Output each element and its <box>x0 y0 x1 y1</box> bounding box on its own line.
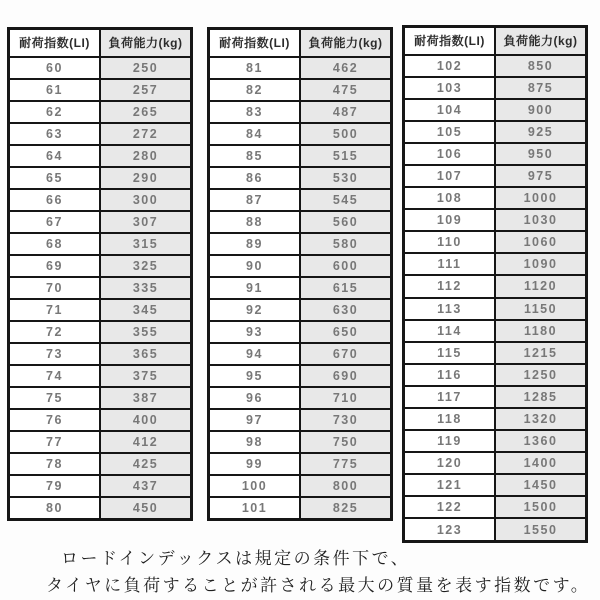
load-index-cell: 108 <box>404 187 496 209</box>
table-row <box>404 298 587 320</box>
load-index-cell: 62 <box>9 101 101 123</box>
load-index-cell: 67 <box>9 211 101 233</box>
load-capacity-cell: 1400 <box>495 452 587 474</box>
load-capacity-cell: 272 <box>100 123 192 145</box>
table-row <box>9 475 192 497</box>
load-index-header: 耐荷指数(LI) <box>209 29 301 57</box>
load-index-cell: 93 <box>209 321 301 343</box>
load-capacity-cell: 580 <box>300 233 392 255</box>
load-capacity-cell: 265 <box>100 101 192 123</box>
load-index-cell: 66 <box>9 189 101 211</box>
load-capacity-cell: 1250 <box>495 364 587 386</box>
load-capacity-cell: 615 <box>300 277 392 299</box>
load-index-cell: 65 <box>9 167 101 189</box>
table-row <box>404 496 587 518</box>
table-header-row <box>404 27 587 55</box>
load-capacity-cell: 900 <box>495 99 587 121</box>
load-index-cell: 68 <box>9 233 101 255</box>
load-capacity-cell: 1060 <box>495 231 587 253</box>
table-row <box>9 277 192 299</box>
load-capacity-header: 負荷能力(kg) <box>100 29 192 57</box>
table-row <box>404 187 587 209</box>
load-index-cell: 106 <box>404 143 496 165</box>
table-row <box>9 365 192 387</box>
load-index-cell: 79 <box>9 475 101 497</box>
table-row <box>209 255 392 277</box>
load-index-cell: 64 <box>9 145 101 167</box>
table-row <box>9 233 192 255</box>
table-row <box>9 409 192 431</box>
load-capacity-cell: 1150 <box>495 298 587 320</box>
table-row <box>209 299 392 321</box>
load-index-cell: 109 <box>404 209 496 231</box>
table-row <box>209 497 392 520</box>
load-index-cell: 98 <box>209 431 301 453</box>
load-index-description <box>46 545 590 599</box>
load-index-header: 耐荷指数(LI) <box>404 27 496 55</box>
table-row <box>9 255 192 277</box>
table-header-row <box>9 29 192 57</box>
table-row <box>209 233 392 255</box>
load-capacity-cell: 315 <box>100 233 192 255</box>
load-capacity-cell: 365 <box>100 343 192 365</box>
load-capacity-cell: 850 <box>495 55 587 77</box>
table-row <box>404 430 587 452</box>
load-index-cell: 90 <box>209 255 301 277</box>
table-row <box>404 408 587 430</box>
load-index-cell: 77 <box>9 431 101 453</box>
load-capacity-cell: 875 <box>495 77 587 99</box>
load-capacity-cell: 1360 <box>495 430 587 452</box>
table-row <box>404 165 587 187</box>
load-capacity-header: 負荷能力(kg) <box>300 29 392 57</box>
load-capacity-cell: 670 <box>300 343 392 365</box>
load-capacity-cell: 1450 <box>495 474 587 496</box>
load-index-cell: 85 <box>209 145 301 167</box>
load-index-cell: 122 <box>404 496 496 518</box>
load-index-cell: 81 <box>209 57 301 79</box>
load-capacity-cell: 375 <box>100 365 192 387</box>
table-row <box>404 452 587 474</box>
table-row <box>9 387 192 409</box>
table-row <box>404 518 587 541</box>
table-row <box>209 277 392 299</box>
load-capacity-cell: 257 <box>100 79 192 101</box>
table-row <box>9 299 192 321</box>
load-index-cell: 70 <box>9 277 101 299</box>
table-row <box>404 253 587 275</box>
load-capacity-header: 負荷能力(kg) <box>495 27 587 55</box>
table-row <box>9 497 192 520</box>
table-row <box>209 321 392 343</box>
load-capacity-cell: 775 <box>300 453 392 475</box>
table-row <box>209 167 392 189</box>
load-capacity-cell: 387 <box>100 387 192 409</box>
load-index-cell: 118 <box>404 408 496 430</box>
load-capacity-cell: 710 <box>300 387 392 409</box>
table-row <box>9 57 192 79</box>
load-index-cell: 84 <box>209 123 301 145</box>
table-row <box>209 431 392 453</box>
load-capacity-cell: 730 <box>300 409 392 431</box>
table-row <box>209 123 392 145</box>
table-row <box>209 453 392 475</box>
load-index-cell: 91 <box>209 277 301 299</box>
load-index-cell: 69 <box>9 255 101 277</box>
table-row <box>209 145 392 167</box>
load-capacity-cell: 515 <box>300 145 392 167</box>
load-index-cell: 115 <box>404 342 496 364</box>
load-capacity-cell: 630 <box>300 299 392 321</box>
table-row <box>209 475 392 497</box>
table-row <box>209 365 392 387</box>
load-capacity-cell: 1215 <box>495 342 587 364</box>
table-row <box>9 211 192 233</box>
table-row <box>404 320 587 342</box>
load-capacity-cell: 1500 <box>495 496 587 518</box>
load-index-cell: 103 <box>404 77 496 99</box>
table-row <box>9 321 192 343</box>
load-index-cell: 112 <box>404 275 496 297</box>
load-index-cell: 111 <box>404 253 496 275</box>
load-index-cell: 114 <box>404 320 496 342</box>
load-index-cell: 88 <box>209 211 301 233</box>
load-index-cell: 119 <box>404 430 496 452</box>
table-row <box>9 343 192 365</box>
load-capacity-cell: 690 <box>300 365 392 387</box>
load-index-table-102-123 <box>402 25 588 543</box>
load-index-cell: 83 <box>209 101 301 123</box>
load-index-cell: 92 <box>209 299 301 321</box>
load-capacity-cell: 412 <box>100 431 192 453</box>
table-row <box>9 123 192 145</box>
table-row <box>209 409 392 431</box>
load-capacity-cell: 425 <box>100 453 192 475</box>
load-capacity-cell: 1550 <box>495 518 587 541</box>
load-capacity-cell: 1090 <box>495 253 587 275</box>
load-index-cell: 100 <box>209 475 301 497</box>
load-index-cell: 76 <box>9 409 101 431</box>
load-index-cell: 60 <box>9 57 101 79</box>
table-row <box>9 145 192 167</box>
load-capacity-cell: 1030 <box>495 209 587 231</box>
load-capacity-cell: 750 <box>300 431 392 453</box>
table-row <box>209 211 392 233</box>
table-row <box>404 364 587 386</box>
table-row <box>404 121 587 143</box>
load-capacity-cell: 462 <box>300 57 392 79</box>
load-capacity-cell: 250 <box>100 57 192 79</box>
load-capacity-cell: 450 <box>100 497 192 520</box>
load-capacity-cell: 487 <box>300 101 392 123</box>
table-body <box>209 57 392 520</box>
load-index-cell: 121 <box>404 474 496 496</box>
load-index-cell: 104 <box>404 99 496 121</box>
load-index-cell: 117 <box>404 386 496 408</box>
load-index-cell: 116 <box>404 364 496 386</box>
load-capacity-cell: 825 <box>300 497 392 520</box>
table-row <box>404 143 587 165</box>
table-row <box>404 55 587 77</box>
table-row <box>404 231 587 253</box>
table-row <box>9 101 192 123</box>
load-capacity-cell: 307 <box>100 211 192 233</box>
load-capacity-cell: 1285 <box>495 386 587 408</box>
description-line-2: タイヤに負荷することが許される最大の質量を表す指数です。 <box>46 576 591 595</box>
load-index-cell: 99 <box>209 453 301 475</box>
load-index-cell: 97 <box>209 409 301 431</box>
load-capacity-cell: 475 <box>300 79 392 101</box>
load-capacity-cell: 530 <box>300 167 392 189</box>
load-capacity-cell: 800 <box>300 475 392 497</box>
table-row <box>404 474 587 496</box>
table-row <box>404 275 587 297</box>
table-row <box>209 79 392 101</box>
load-capacity-cell: 1000 <box>495 187 587 209</box>
table-body <box>9 57 192 520</box>
load-index-cell: 96 <box>209 387 301 409</box>
load-capacity-cell: 1120 <box>495 275 587 297</box>
load-index-cell: 78 <box>9 453 101 475</box>
load-capacity-cell: 650 <box>300 321 392 343</box>
load-capacity-cell: 280 <box>100 145 192 167</box>
load-capacity-cell: 325 <box>100 255 192 277</box>
load-index-cell: 71 <box>9 299 101 321</box>
load-capacity-cell: 437 <box>100 475 192 497</box>
load-capacity-cell: 355 <box>100 321 192 343</box>
table-row <box>9 189 192 211</box>
table-row <box>209 387 392 409</box>
table-row <box>209 189 392 211</box>
load-index-cell: 102 <box>404 55 496 77</box>
table-row <box>9 167 192 189</box>
load-capacity-cell: 345 <box>100 299 192 321</box>
table-row <box>404 386 587 408</box>
table-row <box>404 77 587 99</box>
description-line-1: ロードインデックスは規定の条件下で、 <box>61 549 411 568</box>
load-capacity-cell: 300 <box>100 189 192 211</box>
load-capacity-cell: 500 <box>300 123 392 145</box>
load-index-cell: 110 <box>404 231 496 253</box>
table-row <box>404 99 587 121</box>
table-row <box>209 101 392 123</box>
load-index-cell: 61 <box>9 79 101 101</box>
load-capacity-cell: 950 <box>495 143 587 165</box>
load-capacity-cell: 560 <box>300 211 392 233</box>
load-index-cell: 120 <box>404 452 496 474</box>
load-index-cell: 82 <box>209 79 301 101</box>
load-index-cell: 74 <box>9 365 101 387</box>
load-capacity-cell: 1320 <box>495 408 587 430</box>
table-row <box>404 209 587 231</box>
table-row <box>404 342 587 364</box>
load-index-cell: 86 <box>209 167 301 189</box>
load-index-cell: 75 <box>9 387 101 409</box>
load-index-cell: 95 <box>209 365 301 387</box>
load-capacity-cell: 925 <box>495 121 587 143</box>
table-row <box>9 431 192 453</box>
load-index-cell: 72 <box>9 321 101 343</box>
load-index-cell: 80 <box>9 497 101 520</box>
table-body <box>404 55 587 542</box>
table-header-row <box>209 29 392 57</box>
load-capacity-cell: 335 <box>100 277 192 299</box>
load-capacity-cell: 975 <box>495 165 587 187</box>
load-index-cell: 63 <box>9 123 101 145</box>
load-capacity-cell: 290 <box>100 167 192 189</box>
load-index-cell: 113 <box>404 298 496 320</box>
load-capacity-cell: 545 <box>300 189 392 211</box>
load-index-header: 耐荷指数(LI) <box>9 29 101 57</box>
load-index-cell: 101 <box>209 497 301 520</box>
table-row <box>9 79 192 101</box>
load-index-cell: 105 <box>404 121 496 143</box>
load-index-cell: 107 <box>404 165 496 187</box>
load-capacity-cell: 600 <box>300 255 392 277</box>
load-index-table-81-101 <box>207 27 393 521</box>
load-index-table-60-80 <box>7 27 193 521</box>
load-index-cell: 94 <box>209 343 301 365</box>
load-index-cell: 87 <box>209 189 301 211</box>
load-capacity-cell: 1180 <box>495 320 587 342</box>
load-index-cell: 89 <box>209 233 301 255</box>
load-index-cell: 73 <box>9 343 101 365</box>
load-capacity-cell: 400 <box>100 409 192 431</box>
table-row <box>209 57 392 79</box>
load-index-cell: 123 <box>404 518 496 541</box>
table-row <box>209 343 392 365</box>
table-row <box>9 453 192 475</box>
